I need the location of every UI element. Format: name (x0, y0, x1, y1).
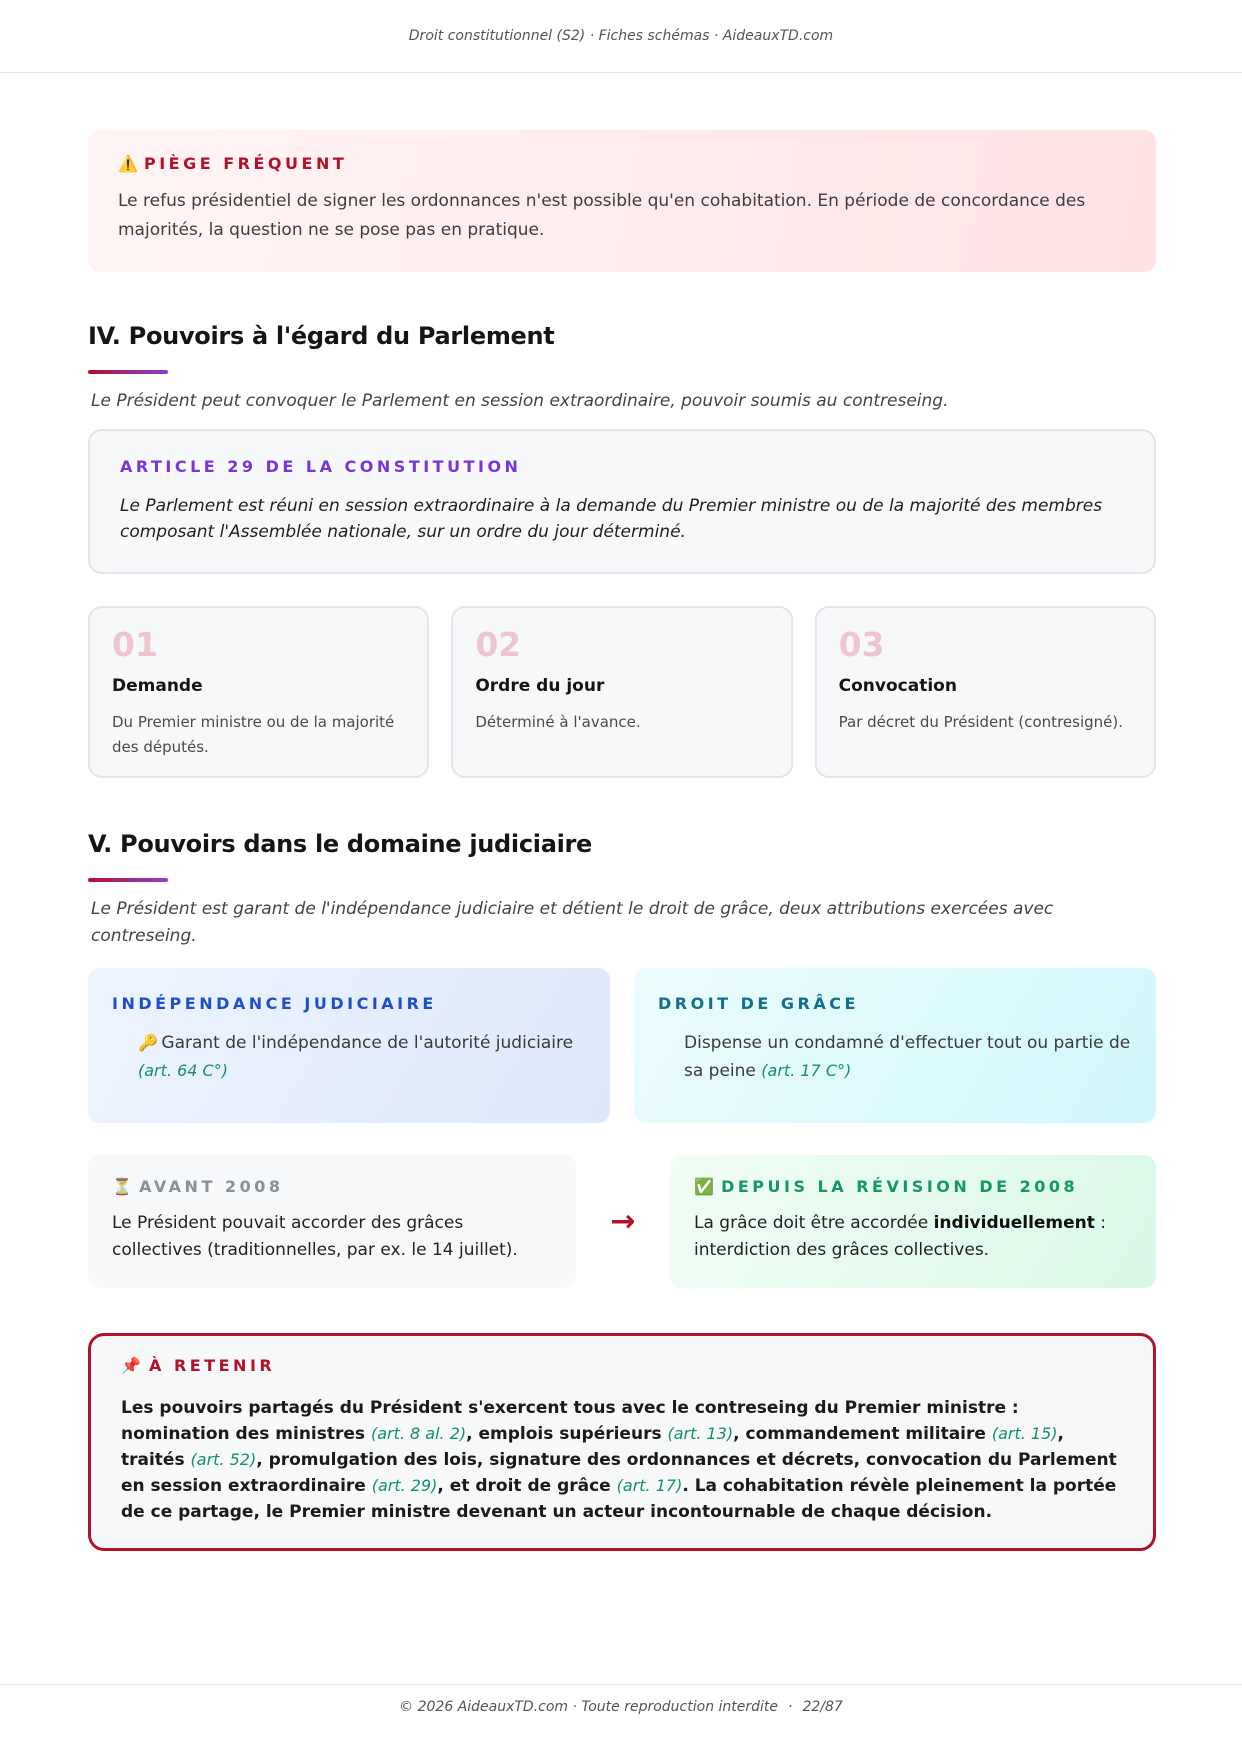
arrow-right-icon: → (610, 1204, 636, 1239)
after-text-end: : interdiction des grâces collectives. (694, 1213, 1107, 1260)
retain-title-row (121, 1356, 1123, 1375)
step-card (815, 606, 1156, 778)
article-citation: (art. 17 C°) (761, 1061, 852, 1080)
retain-text (121, 1395, 1123, 1525)
independance-card (88, 968, 610, 1123)
article-citation: (art. 8 al. 2) (370, 1424, 467, 1443)
before-2008-card (88, 1155, 576, 1288)
warning-icon: ⚠️ (118, 154, 142, 173)
step-title: Demande (112, 676, 203, 696)
step-desc: Par décret du Président (contresigné). (838, 713, 1123, 731)
independance-text (112, 1029, 586, 1085)
section-parlement (88, 322, 1156, 778)
step-title: Convocation (838, 676, 957, 696)
key-icon: 🔑 (138, 1033, 158, 1052)
step-desc: Du Premier ministre ou de la majorité des députés. (112, 713, 395, 756)
article-citation: (art. 64 C°) (138, 1061, 228, 1080)
before-title-row (112, 1177, 552, 1196)
steps (88, 606, 1156, 778)
grace-title: DROIT DE GRÂCE (658, 994, 859, 1013)
trap-callout (88, 130, 1156, 272)
article-citation: (art. 17) (616, 1476, 683, 1495)
after-title: DEPUIS LA RÉVISION DE 2008 (721, 1177, 1079, 1196)
step-number: 01 (112, 625, 158, 664)
section-judiciaire (88, 830, 1156, 1288)
hourglass-icon: ⏳ (112, 1177, 136, 1196)
article-text: Le Parlement est réuni en session extraordinaire à la demande du Premier ministre ou de la majorité des membres composant l'Assemblée nationale, sur un ordre du jour déterminé. (120, 496, 1103, 542)
retain-title: À RETENIR (149, 1356, 276, 1375)
section-rule (88, 370, 168, 374)
section-title: V. Pouvoirs dans le domaine judiciaire (88, 830, 593, 858)
step-number: 03 (838, 625, 885, 664)
article-title: ARTICLE 29 DE LA CONSTITUTION (120, 457, 522, 476)
page-footer (0, 1684, 1242, 1754)
after-title-row (694, 1177, 1132, 1196)
section-title: IV. Pouvoirs à l'égard du Parlement (88, 322, 555, 350)
step-number: 02 (475, 625, 522, 664)
check-icon: ✅ (694, 1177, 718, 1196)
main-content (88, 130, 1156, 1551)
step-card (88, 606, 429, 778)
section-lead: Le Président est garant de l'indépendance judiciaire et détient le droit de grâce, deux attributions exercées avec contreseing. (91, 899, 1054, 946)
running-title: Droit constitutionnel (S2) · Fiches schémas · AideauxTD.com (408, 28, 834, 44)
page-number: 22/87 (802, 1699, 843, 1715)
grace-desc: Dispense un condamné d'effectuer tout ou partie de sa peine (684, 1033, 1131, 1081)
step-card (451, 606, 792, 778)
article-quote (88, 429, 1156, 574)
independance-desc: Garant de l'indépendance de l'autorité judiciaire (161, 1033, 574, 1053)
article-citation: (art. 52) (190, 1450, 257, 1469)
retain-text-6: , et droit de grâce (437, 1476, 617, 1496)
footer-separator: · (788, 1699, 793, 1715)
before-text: Le Président pouvait accorder des grâces collectives (traditionnelles, par ex. le 14 juillet). (112, 1213, 518, 1260)
reform-timeline (88, 1155, 1156, 1288)
page-header (0, 0, 1242, 73)
trap-title: PIÈGE FRÉQUENT (144, 154, 348, 173)
section-lead: Le Président peut convoquer le Parlement en session extraordinaire, pouvoir soumis au contreseing. (91, 391, 949, 411)
trap-title-row (118, 154, 1126, 173)
after-text (694, 1210, 1132, 1264)
before-title: AVANT 2008 (139, 1177, 284, 1196)
judicial-powers (88, 968, 1156, 1123)
after-2008-card (670, 1155, 1156, 1288)
after-text-start: La grâce doit être accordée (694, 1213, 934, 1233)
retain-text-2: , emplois supérieurs (466, 1424, 668, 1444)
independance-title: INDÉPENDANCE JUDICIAIRE (112, 994, 437, 1013)
article-citation: (art. 29) (371, 1476, 438, 1495)
grace-text (658, 1029, 1132, 1085)
copyright: © 2026 AideauxTD.com · Toute reproduction interdite (399, 1699, 779, 1715)
article-citation: (art. 13) (667, 1424, 734, 1443)
article-citation: (art. 15) (991, 1424, 1058, 1443)
retain-text-4: , traités (121, 1424, 1064, 1470)
retain-callout (88, 1333, 1156, 1551)
retain-text-3: , commandement militaire (733, 1424, 992, 1444)
trap-text: Le refus présidentiel de signer les ordonnances n'est possible qu'en cohabitation. En période de concordance des majorités, la question ne se pose pas en pratique. (118, 191, 1086, 240)
step-desc: Déterminé à l'avance. (475, 713, 641, 731)
retain-text-5: , promulgation des lois, signature des ordonnances et décrets, convocation du Parlement en session extraordinaire (121, 1450, 1117, 1496)
after-text-bold: individuellement (933, 1213, 1095, 1233)
retain-text-7: . La cohabitation révèle pleinement la portée de ce partage, le Premier ministre devenant un acteur incontournable de chaque décision. (121, 1476, 1117, 1522)
section-rule (88, 878, 168, 882)
grace-card (634, 968, 1156, 1123)
step-title: Ordre du jour (475, 676, 605, 696)
pin-icon: 📌 (121, 1356, 145, 1375)
retain-text-1: Les pouvoirs partagés du Président s'exercent tous avec le contreseing du Premier ministre : nomination des ministres (121, 1398, 1019, 1444)
